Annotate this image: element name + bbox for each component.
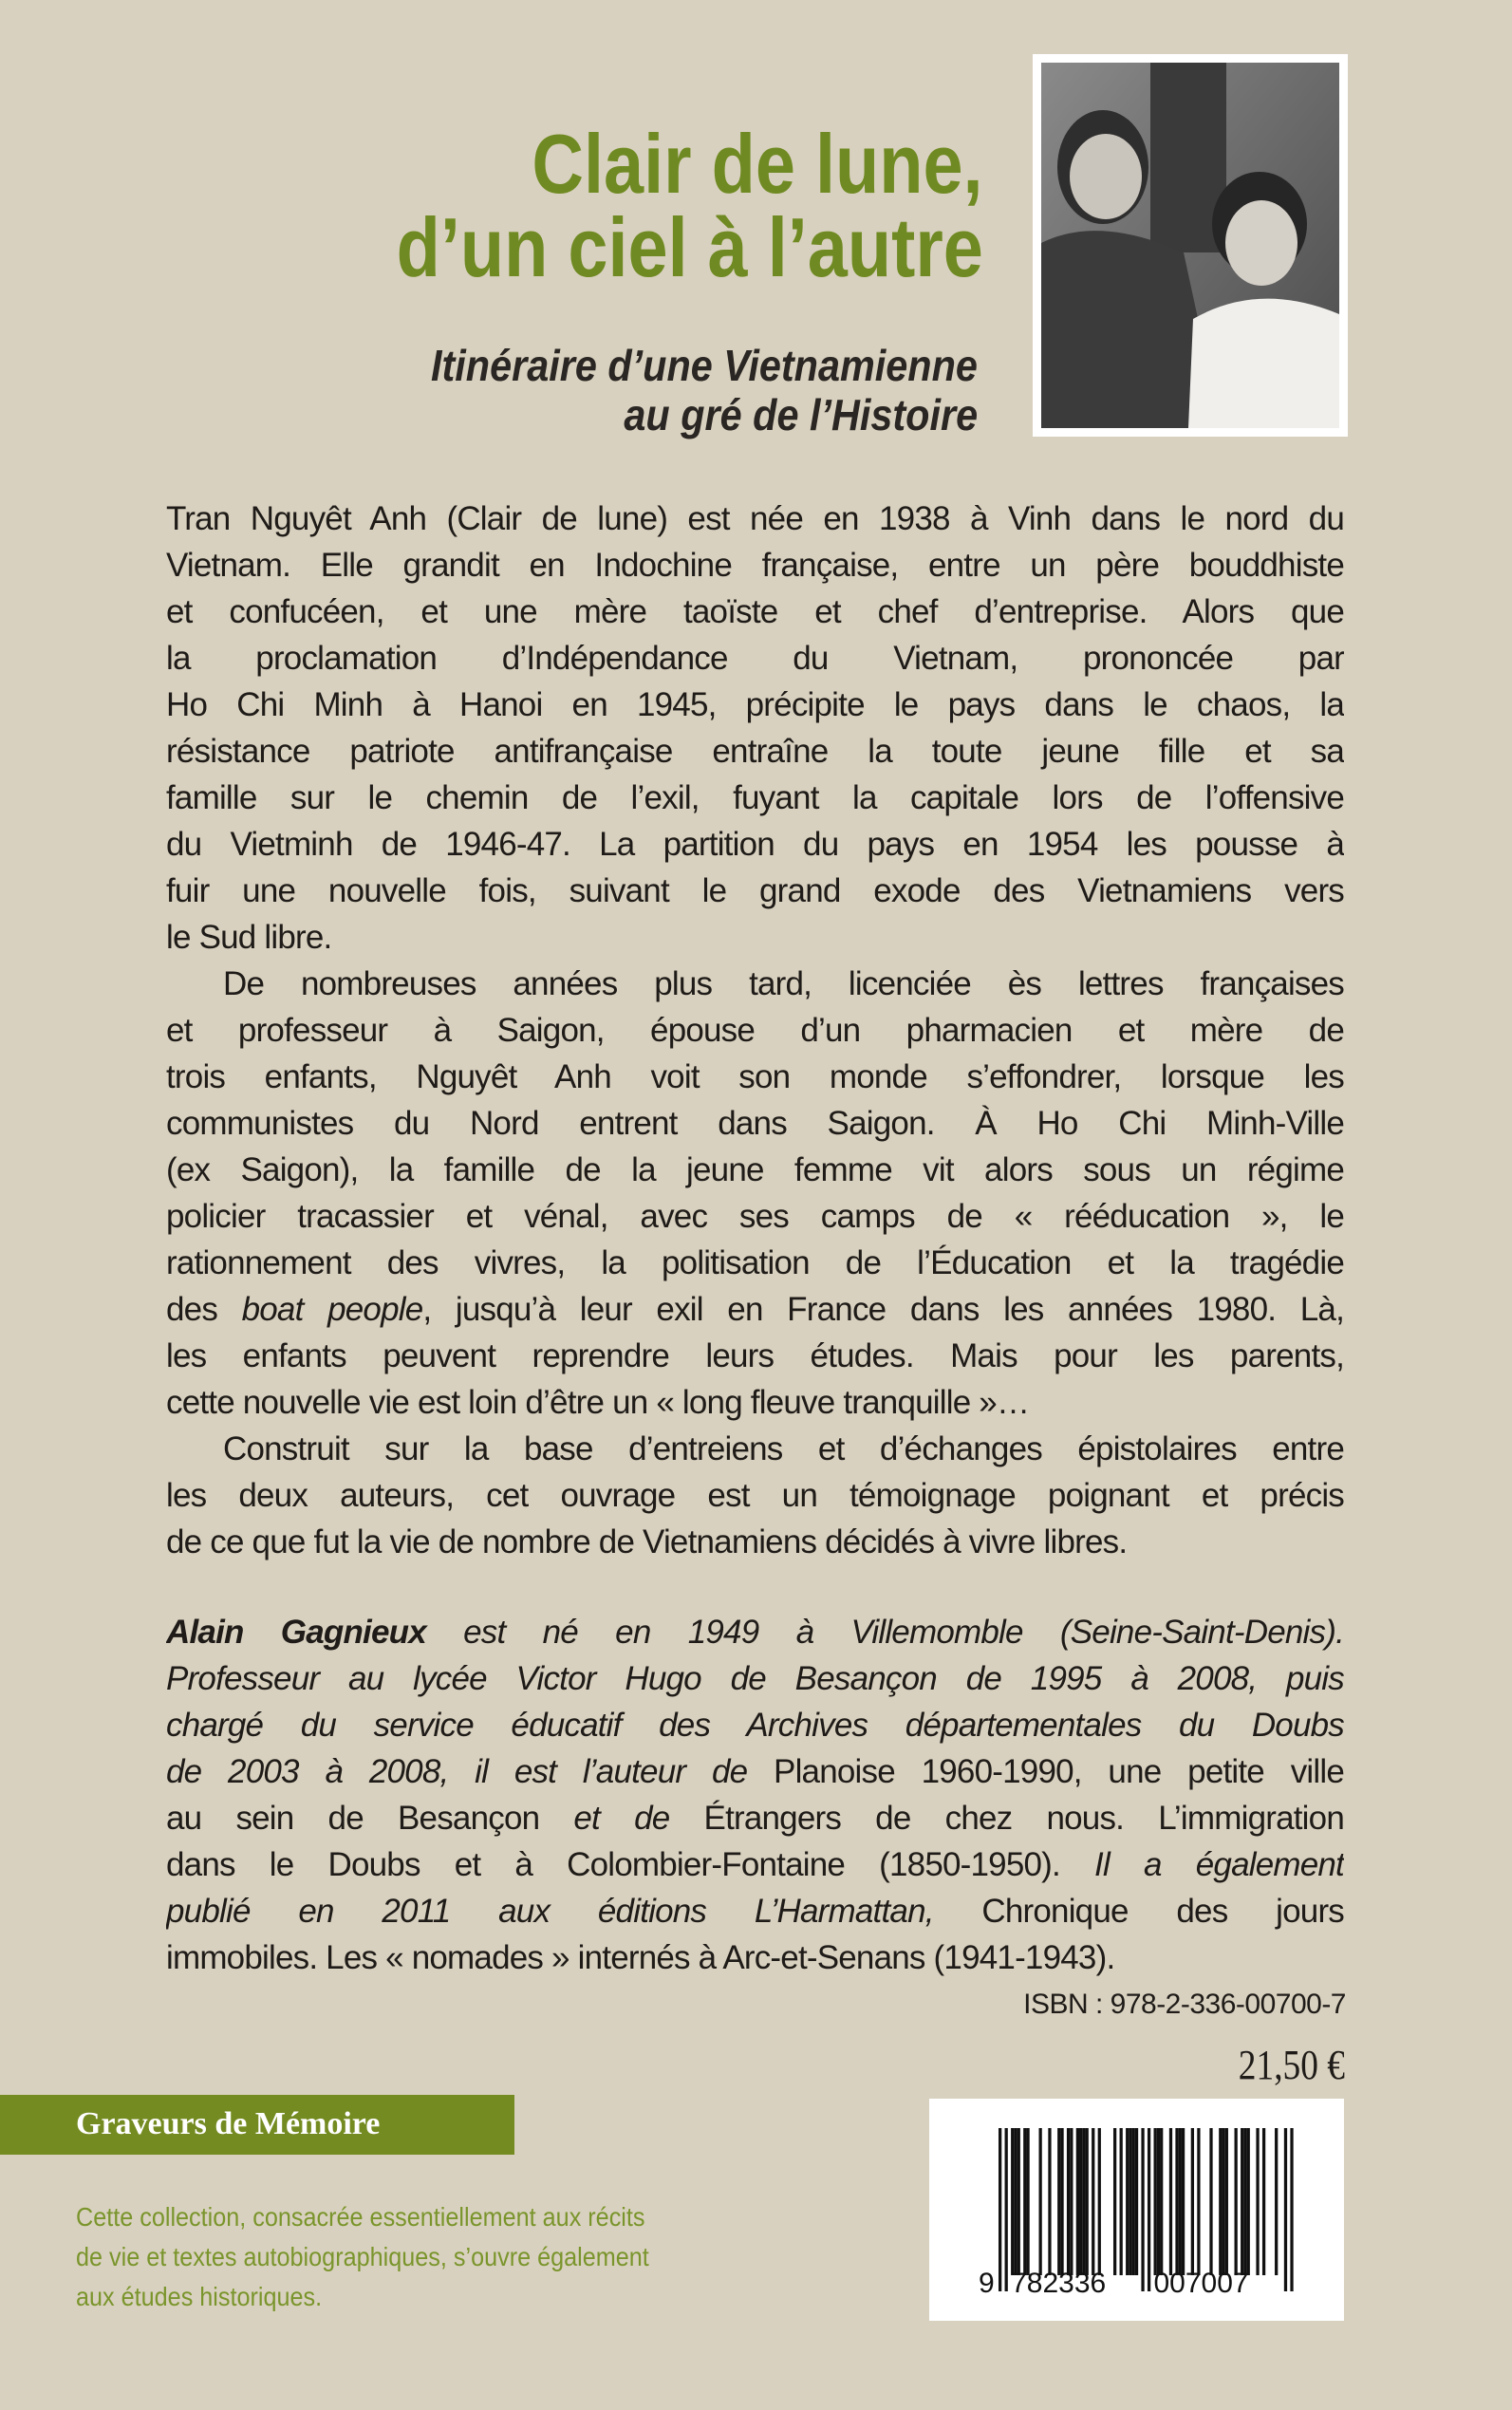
author-bio-segment: chargé du service éducatif des Archives départementales du Doubs [166,1707,1344,1744]
barcode-bar [1141,2128,1144,2291]
barcode-bar [1197,2128,1200,2275]
barcode-bar [1222,2128,1224,2275]
barcode-bar [1092,2128,1094,2275]
subtitle-line-1: Itinéraire d’une Vietnamienne [431,341,978,390]
author-bio [166,1609,1344,1981]
blurb-text [166,495,1344,1565]
book-title-line-2: d’un ciel à l’autre [396,200,983,294]
barcode-bar [1026,2128,1029,2275]
barcode-bar [1132,2128,1135,2275]
blurb-line: Tran Nguyêt Anh (Clair de lune) est née en 1938 à Vinh dans le nord du [166,500,1344,537]
barcode-bar [1160,2128,1163,2275]
author-bio-segment: Alain Gagnieux [166,1614,426,1651]
author-bio-segment: Étrangers de chez nous. L’immigration [669,1800,1344,1837]
collection-name: Graveurs de Mémoire [76,2106,381,2141]
barcode-bar [1076,2128,1079,2275]
collection-description-line: Cette collection, consacrée essentiellement aux récits [76,2202,645,2232]
barcode-bar [1060,2128,1063,2275]
author-bio-line [166,1609,1344,1655]
subtitle-line-2: au gré de l’Histoire [624,390,978,439]
barcode-bar [1129,2128,1131,2275]
barcode-bar [1113,2128,1116,2275]
barcode-bar [1079,2128,1082,2275]
barcode-bar [1039,2128,1042,2275]
collection-description [76,2197,649,2317]
blurb-line: des boat people, jusqu’à leur exil en France dans les années 1980. Là, [166,1291,1344,1328]
barcode-bar [1154,2128,1157,2275]
barcode-bar [1241,2128,1243,2275]
blurb-line: communistes du Nord entrent dans Saigon. À Ho Chi Minh-Ville [166,1105,1344,1142]
author-bio-segment: dans le Doubs et à Colombier-Fontaine (1850-1950). [166,1846,1095,1883]
barcode-bar [999,2128,1001,2291]
cover-photo [1033,54,1348,437]
barcode-bar [1070,2128,1073,2275]
barcode-bar [1290,2128,1293,2291]
barcode-bar [1275,2128,1278,2275]
isbn: ISBN : 978-2-336-00700-7 [1023,1989,1346,2020]
blurb-line: fuir une nouvelle fois, suivant le grand exode des Vietnamiens vers [166,872,1344,909]
barcode-digits: 9 [979,2268,995,2299]
barcode-bar [1057,2128,1060,2275]
barcode-bar [1191,2128,1194,2275]
blurb-line: et professeur à Saigon, épouse d’un pharmacien et mère de [166,1012,1344,1049]
author-bio-segment: au sein de Besançon [166,1800,574,1837]
barcode-bar [1256,2128,1259,2275]
barcode-bar [1148,2128,1150,2291]
blurb-line: cette nouvelle vie est loin d’être un « long fleuve tranquille »… [166,1384,1030,1421]
barcode-bar [1157,2128,1160,2275]
barcode-bar [1284,2128,1287,2291]
barcode-bar [1014,2128,1017,2275]
author-bio-line [166,1841,1344,1888]
blurb-line: Ho Chi Minh à Hanoi en 1945, précipite le pays dans le chaos, la [166,686,1344,723]
blurb-line: Construit sur la base d’entreiens et d’échanges épistolaires entre [223,1430,1344,1467]
barcode-bar [1219,2128,1222,2275]
blurb-line: de ce que fut la vie de nombre de Vietnamiens décidés à vivre libres. [166,1523,1128,1560]
barcode-bar [1005,2128,1008,2291]
blurb-line: Vietnam. Elle grandit en Indochine française, entre un père bouddhiste [166,547,1344,584]
author-bio-segment: Il a également [1094,1846,1344,1883]
author-bio-segment: de 2003 à 2008, il est l’auteur de [166,1753,748,1790]
author-bio-segment: et de [573,1800,670,1837]
author-bio-segment: Planoise 1960-1990, une petite ville [747,1753,1344,1790]
price: 21,50 € [1238,2042,1345,2088]
barcode-bar [1247,2128,1250,2275]
collection-description-line: aux études historiques. [76,2282,323,2311]
blurb-line: De nombreuses années plus tard, licenciée ès lettres françaises [223,965,1344,1002]
barcode-digits: 782336 [1011,2268,1107,2299]
author-bio-line [166,1702,1344,1748]
blurb-line: les deux auteurs, cet ouvrage est un témoignage poignant et précis [166,1477,1344,1514]
author-bio-segment: Professeur au lycée Victor Hugo de Besançon de 1995 à 2008, puis [166,1660,1344,1697]
barcode-bar [1243,2128,1246,2275]
barcode-bar [1169,2128,1172,2275]
barcode-bar [1262,2128,1265,2275]
barcode-bar [1209,2128,1212,2275]
blurb-line: famille sur le chemin de l’exil, fuyant la capitale lors de l’offensive [166,779,1344,816]
barcode-bar [1048,2128,1051,2275]
author-bio-segment: immobiles. Les « nomades » internés à Arc-et-Senans (1941-1943). [166,1939,1115,1976]
collection-description-line: de vie et textes autobiographiques, s’ouvre également [76,2242,649,2271]
blurb-line: et confucéen, et une mère taoïste et chef d’entreprise. Alors que [166,593,1344,630]
barcode-bar [1235,2128,1238,2275]
author-bio-segment: est né en 1949 à Villemomble (Seine-Saint-Denis). [425,1614,1344,1651]
author-bio-line [166,1795,1344,1841]
author-bio-line [166,1748,1344,1795]
barcode-bar [1126,2128,1129,2275]
blurb-line: le Sud libre. [166,919,332,956]
barcode-bar [1135,2128,1138,2275]
author-bio-line [166,1888,1344,1934]
barcode-bar [1098,2128,1101,2275]
barcode-bar [1011,2128,1014,2275]
author-bio-line [166,1655,1344,1702]
barcode-bar [1225,2128,1228,2275]
blurb-line: policier tracassier et vénal, avec ses camps de « rééducation », le [166,1198,1344,1235]
blurb-line: du Vietminh de 1946-47. La partition du pays en 1954 les pousse à [166,826,1344,863]
barcode-bar [1082,2128,1085,2275]
book-title-line-1: Clair de lune, [532,117,983,211]
barcode-bar [1023,2128,1026,2275]
author-bio-segment: Chronique des jours [933,1893,1344,1930]
barcode-bar [1017,2128,1020,2275]
barcode-digits: 007007 [1153,2268,1249,2299]
blurb-line: les enfants peuvent reprendre leurs études. Mais pour les parents, [166,1337,1344,1374]
blurb-line: la proclamation d’Indépendance du Vietnam, prononcée par [166,640,1344,677]
barcode-bar [1067,2128,1070,2275]
barcode-bar [1120,2128,1123,2275]
barcode [929,2099,1344,2321]
blurb-line: résistance patriote antifrançaise entraîne la toute jeune fille et sa [166,733,1344,770]
blurb-line: (ex Saigon), la famille de la jeune femme vit alors sous un régime [166,1151,1344,1188]
barcode-bar [1179,2128,1182,2275]
author-bio-segment: publié en 2011 aux éditions L’Harmattan, [166,1893,934,1930]
barcode-bar [1182,2128,1185,2275]
author-bio-line [166,1934,1344,1981]
barcode-bar [1175,2128,1178,2275]
collection-banner [0,2095,514,2155]
blurb-line: trois enfants, Nguyêt Anh voit son monde s’effondrer, lorsque les [166,1058,1344,1095]
barcode-bar [1086,2128,1089,2275]
barcode-bars [929,2099,1344,2321]
blurb-line: rationnement des vivres, la politisation de l’Éducation et la tragédie [166,1244,1344,1281]
